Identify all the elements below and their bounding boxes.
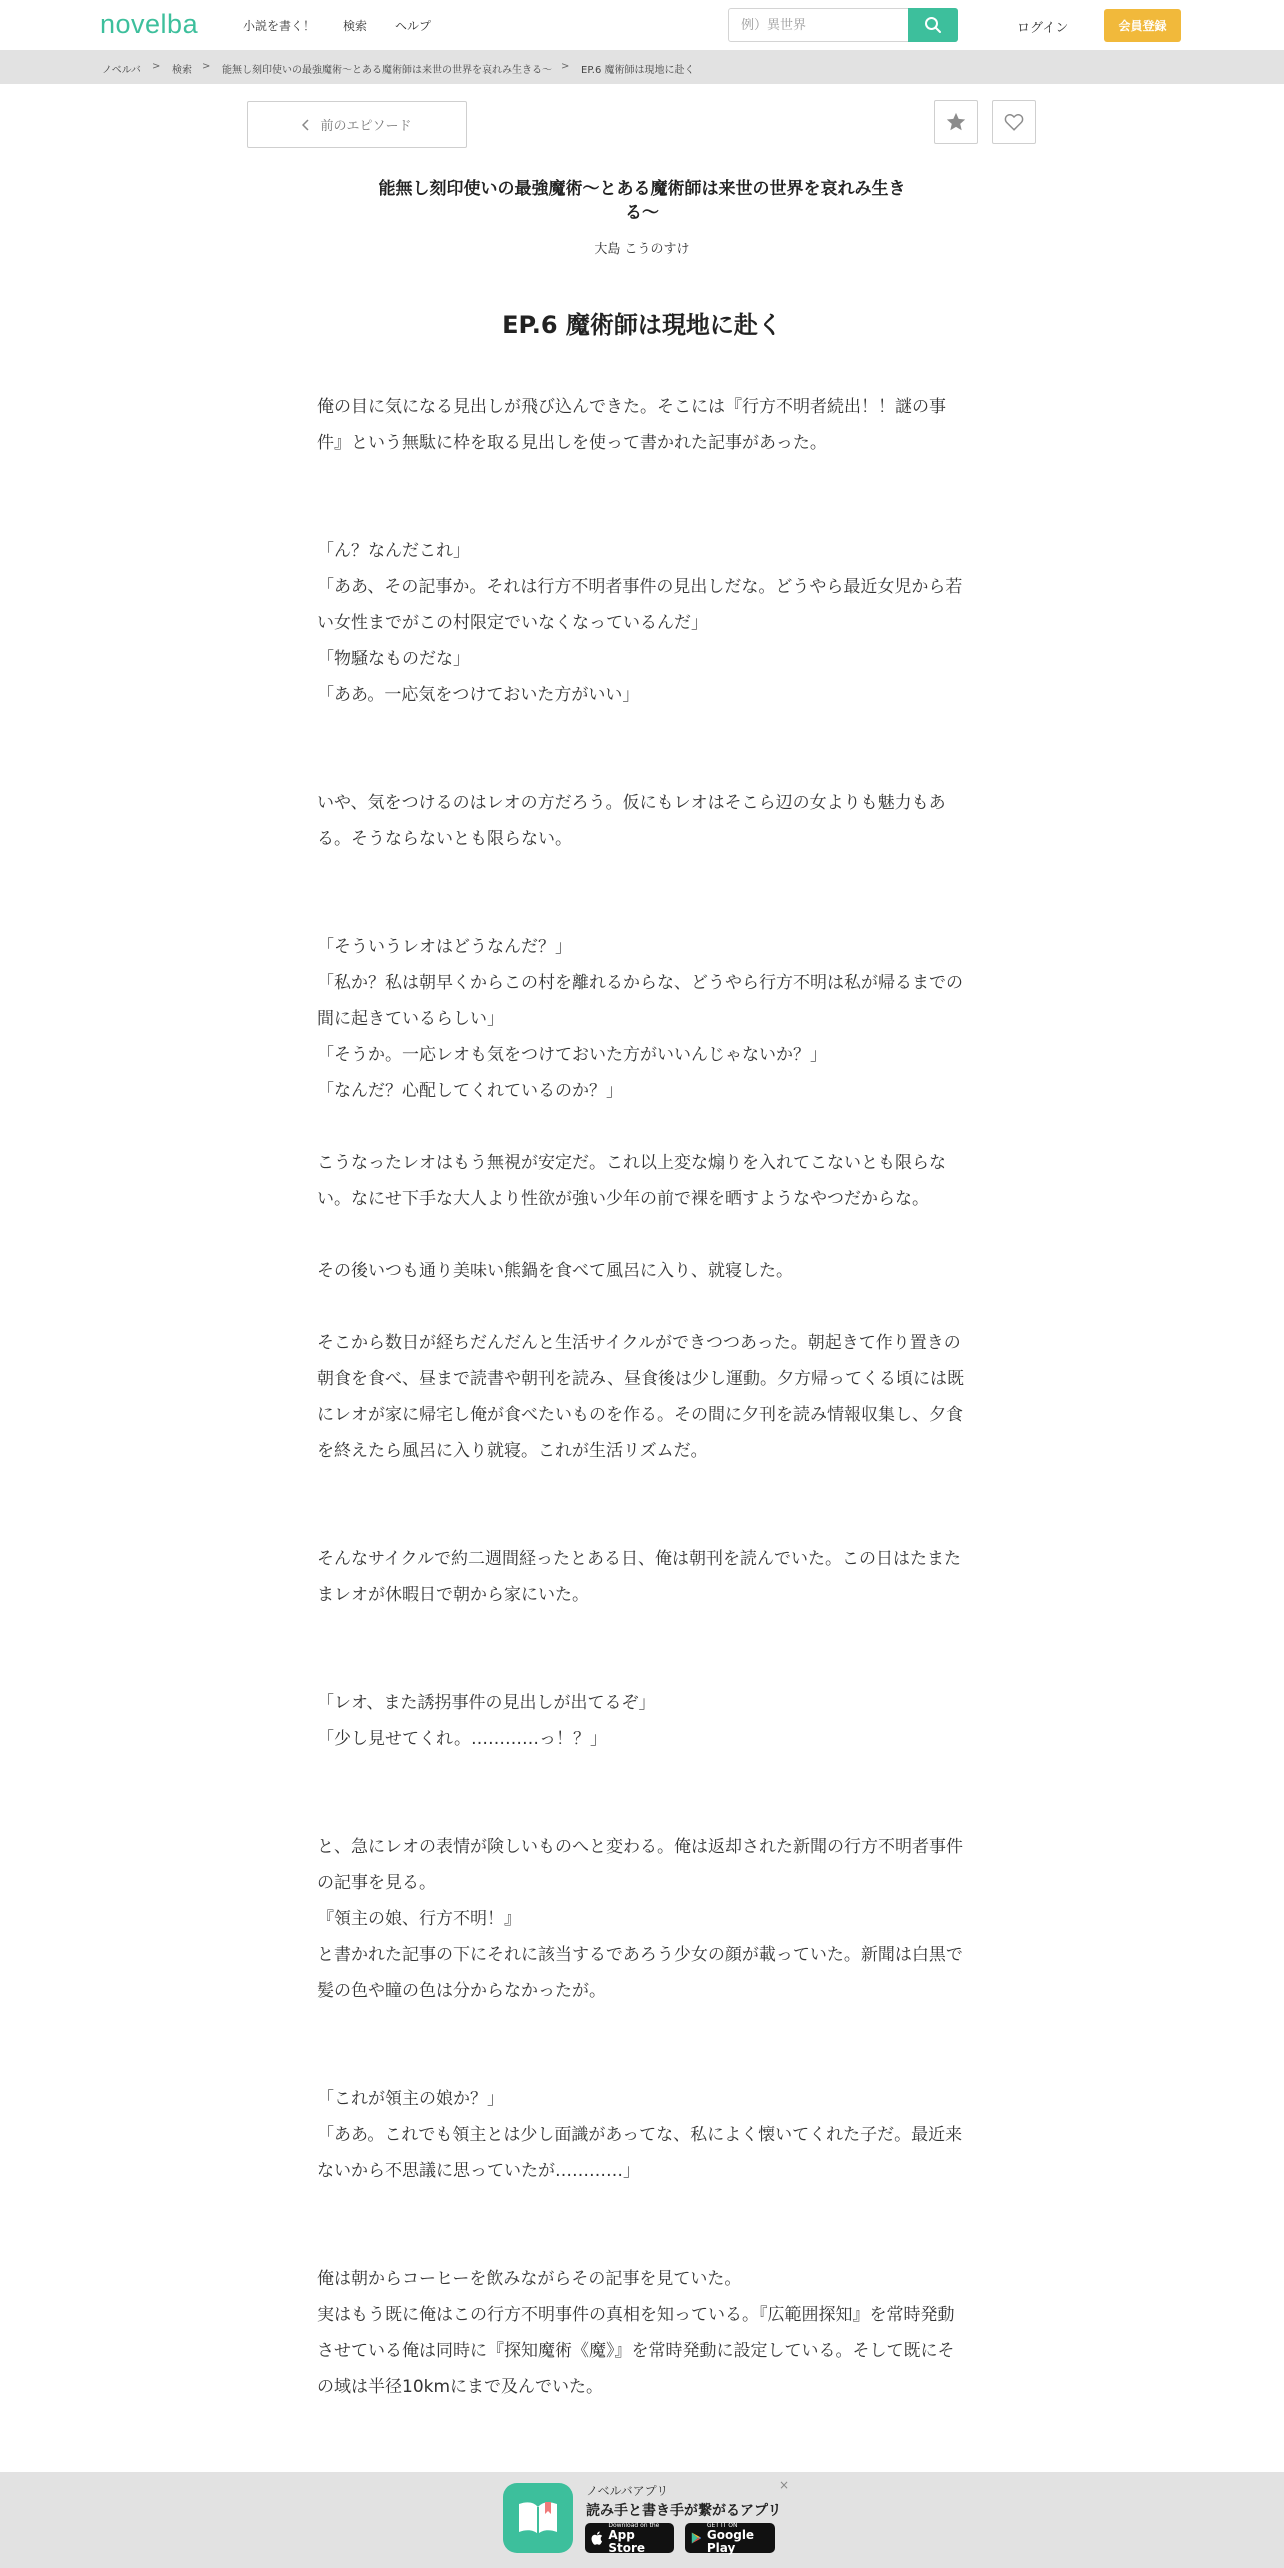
episode-body <box>317 389 967 2405</box>
register-button[interactable]: 会員登録 <box>1104 9 1181 42</box>
apple-icon <box>591 2530 603 2546</box>
breadcrumb-home[interactable]: ノベルバ <box>102 65 141 76</box>
story-paragraph: 「少し見せてくれ。…………っ！？」 <box>317 1729 608 1749</box>
blank-line <box>317 1217 967 1253</box>
book-icon <box>515 2498 561 2538</box>
story-paragraph: 『領主の娘、行方不明！』 <box>317 1909 521 1929</box>
google-play-small-text: GET IT ON <box>706 2521 738 2529</box>
nav-help[interactable]: ヘルプ <box>395 19 432 33</box>
app-store-small-text: Download on the <box>608 2521 660 2529</box>
blank-line <box>317 2009 967 2045</box>
story-paragraph: 「私か？私は朝早くからこの村を離れるからな、どうやら行方不明は私が帰るまでの間に起きているらしい」 <box>317 973 963 1029</box>
story-paragraph: と書かれた記事の下にそれに該当するであろう少女の顔が載っていた。新聞は白黒で髪の色や瞳の色は分からなかったが。 <box>317 1945 963 2001</box>
story-paragraph: 「物騒なものだな」 <box>317 649 470 669</box>
previous-episode-button[interactable] <box>247 101 467 148</box>
search-input[interactable] <box>729 9 909 41</box>
story-paragraph: 「ああ。一応気をつけておいた方がいい」 <box>317 685 640 705</box>
site-header <box>0 0 1284 50</box>
blank-line <box>317 857 967 893</box>
chevron-left-icon <box>302 119 310 131</box>
story-paragraph: こうなったレオはもう無視が安定だ。これ以上変な煽りを入れてこないとも限らない。なにせ下手な大人より性欲が強い少年の前で裸を晒すようなやつだからな。 <box>317 1153 946 1209</box>
author-name[interactable]: 大島 こうのすけ <box>594 242 690 257</box>
story-paragraph: 実はもう既に俺はこの行方不明事件の真相を知っている。『広範囲探知』を常時発動させている俺は同時に『探知魔術《魔》』を常時発動に設定している。そして既にその域は半径10kmにまで及んでいた。 <box>317 2305 955 2397</box>
app-icon[interactable] <box>503 2483 573 2553</box>
story-paragraph: そんなサイクルで約二週間経ったとある日、俺は朝刊を読んでいた。この日はたまたまレオが休暇日で朝から家にいた。 <box>317 1549 961 1605</box>
previous-episode-label: 前のエピソード <box>320 119 412 134</box>
login-link[interactable]: ログイン <box>1017 21 1069 36</box>
site-logo[interactable]: novelba <box>100 9 199 39</box>
close-icon[interactable]: × <box>779 2478 790 2492</box>
breadcrumb-separator: > <box>561 61 570 72</box>
search-icon <box>924 16 942 34</box>
breadcrumb-separator: > <box>152 61 161 72</box>
google-play-label: Google Play <box>706 2527 755 2555</box>
story-paragraph: そこから数日が経ちだんだんと生活サイクルができつつあった。朝起きて作り置きの朝食を食べ、昼まで読書や朝刊を読み、昼食後は少し運動。夕方帰ってくる頃には既にレオが家に帰宅し俺が食べたいものを作る。その間に夕刊を読み情報収集し、夕食を終えたら風呂に入り就寝。これが生活リズムだ。 <box>317 1333 965 1461</box>
story-paragraph: 「ん？なんだこれ」 <box>317 541 470 561</box>
blank-line <box>317 2225 967 2261</box>
story-paragraph: 「これが領主の娘か？」 <box>317 2089 504 2109</box>
google-play-badge[interactable] <box>685 2523 775 2553</box>
story-paragraph: 「ああ、その記事か。それは行方不明者事件の見出しだな。どうやら最近女児から若い女性までがこの村限定でいなくなっているんだ」 <box>317 577 963 633</box>
search-button[interactable] <box>908 8 958 42</box>
app-name: ノベルバアプリ <box>586 2484 669 2498</box>
bookmark-star-button[interactable] <box>934 100 978 144</box>
story-paragraph: 「ああ。これでも領主とは少し面識があってな、私によく懐いてくれた子だ。最近来ないから不思議に思っていたが…………」 <box>317 2125 963 2181</box>
blank-line <box>317 749 967 785</box>
blank-line <box>317 713 967 749</box>
story-paragraph: いや、気をつけるのはレオの方だろう。仮にもレオはそこら辺の女よりも魅力もある。そうならないとも限らない。 <box>317 793 946 849</box>
blank-line <box>317 893 967 929</box>
app-tagline: 読み手と書き手が繋がるアプリ <box>586 2503 782 2519</box>
nav-search[interactable]: 検索 <box>343 19 368 33</box>
blank-line <box>317 2189 967 2225</box>
story-paragraph: 俺は朝からコーヒーを飲みながらその記事を見ていた。 <box>317 2269 742 2289</box>
heart-icon <box>1003 111 1025 133</box>
app-store-badge[interactable] <box>585 2523 674 2553</box>
blank-line <box>317 461 967 497</box>
episode-title: EP.6 魔術師は現地に赴く <box>502 311 782 339</box>
blank-line <box>317 497 967 533</box>
blank-line <box>317 1757 967 1793</box>
novel-title[interactable]: 能無し刻印使いの最強魔術〜とある魔術師は来世の世界を哀れみ生きる〜 <box>378 179 906 223</box>
story-paragraph: その後いつも通り美味い熊鍋を食べて風呂に入り、就寝した。 <box>317 1261 793 1281</box>
blank-line <box>317 1289 967 1325</box>
blank-line <box>317 1793 967 1829</box>
story-paragraph: と、急にレオの表情が険しいものへと変わる。俺は返却された新聞の行方不明者事件の記事を見る。 <box>317 1837 963 1893</box>
story-paragraph: 「なんだ？心配してくれているのか？」 <box>317 1081 623 1101</box>
blank-line <box>317 1649 967 1685</box>
breadcrumb-episode: EP.6 魔術師は現地に赴く <box>581 65 695 76</box>
blank-line <box>317 2045 967 2081</box>
story-paragraph: 「そうか。一応レオも気をつけておいた方がいいんじゃないか？」 <box>317 1045 827 1065</box>
breadcrumb-search[interactable]: 検索 <box>172 65 192 76</box>
breadcrumb-separator: > <box>202 61 211 72</box>
breadcrumb-novel[interactable]: 能無し刻印使いの最強魔術〜とある魔術師は来世の世界を哀れみ生きる〜 <box>222 65 552 76</box>
blank-line <box>317 1613 967 1649</box>
favorite-heart-button[interactable] <box>992 100 1036 144</box>
star-icon <box>945 111 967 133</box>
blank-line <box>317 1505 967 1541</box>
story-paragraph: 俺の目に気になる見出しが飛び込んできた。そこには『行方不明者続出！！謎の事件』という無駄に枠を取る見出しを使って書かれた記事があった。 <box>317 397 946 453</box>
story-paragraph: 「レオ、また誘拐事件の見出しが出てるぞ」 <box>317 1693 656 1713</box>
story-paragraph: 「そういうレオはどうなんだ？」 <box>317 937 572 957</box>
blank-line <box>317 1109 967 1145</box>
google-play-icon <box>691 2530 702 2546</box>
nav-write-novel[interactable]: 小説を書く！ <box>243 19 316 33</box>
blank-line <box>317 1469 967 1505</box>
breadcrumb <box>0 50 1284 84</box>
app-store-label: App Store <box>608 2527 646 2555</box>
